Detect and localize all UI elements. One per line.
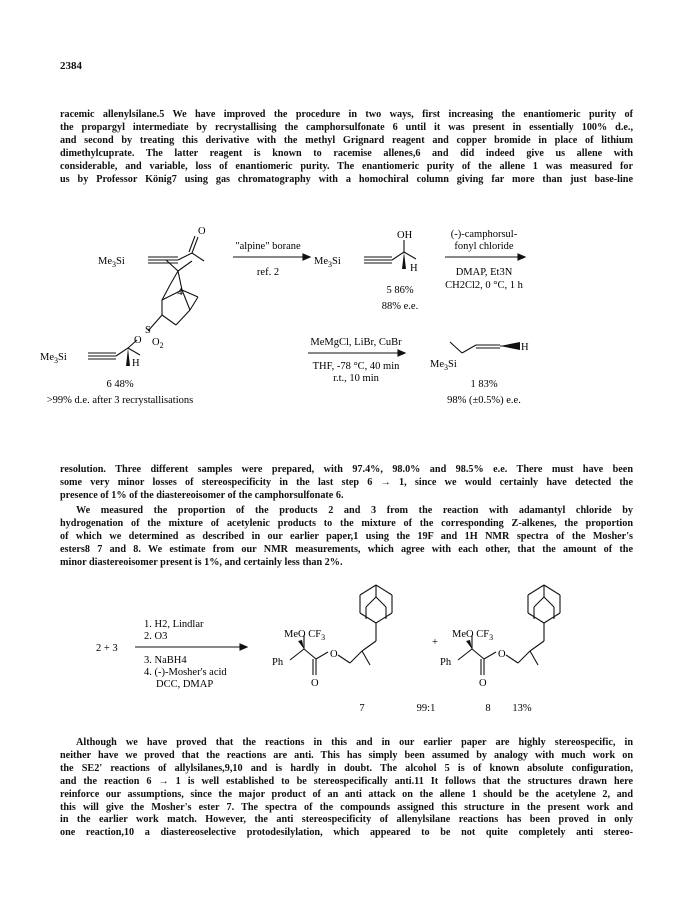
text-line: us by Professor König7 using gas chromatography with a homochiral column giving far more than just base-line — [60, 173, 633, 185]
reagent-label: MeMgCl, LiBr, CuBr — [310, 337, 402, 348]
compound-label: 1 83% — [470, 379, 498, 390]
text-line: minor diastereoisomer present is 1%, and certainly less than 2%. — [60, 556, 343, 568]
text-line: some very minor losses of stereospecificity in the last step 6 → 1, since we would certainly have detected the — [60, 476, 633, 488]
step-label: 3. NaBH4 — [144, 655, 187, 666]
reagent-label: $Me_3Si$ — [40, 352, 67, 365]
atom-label: H — [410, 263, 418, 274]
reagent-label: CH2Cl2, 0 °C, 1 h — [445, 280, 523, 291]
plus-sign: + — [432, 637, 438, 648]
reagent-label: (-)-camphorsul- — [450, 229, 518, 240]
text-line: dimethylcuprate. The latter reagent is known to racemise allenes,6 and did indeed give us allene with — [60, 147, 633, 159]
text-line: racemic allenylsilane.5 We have improved the procedure in two ways, first increasing the enantiomeric purity of — [60, 109, 633, 120]
atom-label: S — [145, 325, 151, 336]
compound-label: 7 — [359, 703, 365, 714]
paragraph-1 — [60, 109, 633, 186]
group-label: MeO $CF_3$ — [452, 629, 494, 642]
compound-note: >99% d.e. after 3 recrystallisations — [46, 395, 194, 406]
text-line: hydrogenation of the mixture of acetylenic products to the mixture of the corresponding Z-alkenes, the proportion — [60, 517, 633, 529]
compound-note: 98% (±0.5%) e.e. — [447, 395, 521, 406]
reagent-label: "alpine" borane — [235, 241, 301, 252]
text-line: Although we have proved that the reactions in this and in our earlier paper are highly stereospecific, in — [76, 737, 633, 748]
reaction-scheme-1 — [0, 185, 673, 445]
reagent-label: $Me_3Si$ — [314, 256, 341, 269]
compound-label: 8 — [485, 703, 491, 714]
text-line: the SE2' reactions of allylsilanes,9,10 and is hardly in doubt. The alcohol 5 is of known absolute configuration, — [60, 762, 633, 774]
text-line: esters8 7 and 8. We estimate from our NMR measurements, which agree with each other, that the amount of the — [60, 543, 633, 555]
reaction-scheme-2 — [0, 575, 673, 725]
group-label: Ph — [272, 657, 284, 668]
reagent-label: r.t., 10 min — [333, 373, 379, 384]
atom-label: O — [134, 335, 142, 346]
text-line: the propargyl intermediate by recrystallising the camphorsulfonate 6 until it was present in essentially 100% d.e., — [60, 121, 633, 133]
atom-label: H — [521, 342, 529, 353]
step-label: 1. H2, Lindlar — [144, 619, 204, 630]
text-line: one reaction,10 a diastereoselective protodesilylation, which appeared to be not quite completely anti stereo- — [60, 827, 633, 839]
atom-label: O — [311, 678, 319, 689]
paragraph-4 — [60, 737, 633, 840]
text-line: reinforce our assumptions, since the major product of an anti attack on the allene 1 should be the acetylene 2, and — [60, 788, 633, 800]
step-label: DCC, DMAP — [156, 679, 214, 690]
step-label: 4. (-)-Mosher's acid — [144, 667, 227, 678]
text-line: of which we determined as described in our earlier paper,1 using the 19F and 1H NMR spectra of the Mosher's — [60, 530, 633, 542]
text-line: considerable, and variable, loss of enantiomeric purity. The enantiomeric purity of the allene 1 was measured for — [60, 160, 633, 172]
atom-label: O — [198, 226, 206, 237]
text-line: and second by treating this derivative with the methyl Grignard reagent and copper bromide in place of lithium — [60, 134, 633, 146]
group-label: MeO $CF_3$ — [284, 629, 326, 642]
atom-label: OH — [397, 230, 413, 241]
paragraph-2 — [60, 464, 633, 503]
text-line: resolution. Three different samples were prepared, with 97.4%, 98.0% and 98.5% e.e. There must have been — [60, 464, 633, 475]
text-line: We measured the proportion of the products 2 and 3 from the reaction with adamantyl chloride by — [76, 505, 633, 516]
paragraph-3 — [60, 505, 633, 570]
text-line: neither have we proved that the reactions are anti. This has simply been assumed by analogy with much work on — [60, 749, 633, 761]
reagent-label: fonyl chloride — [454, 241, 514, 252]
text-line: in the earlier work match. However, the anti stereospecificity of allenylsilane reactions has been proved in only — [60, 814, 633, 826]
compound-label: 4 — [177, 287, 183, 298]
atom-label: O — [330, 649, 338, 660]
compound-label: 6 48% — [106, 379, 134, 390]
compound-note: 88% e.e. — [381, 301, 419, 312]
atom-label: O — [498, 649, 506, 660]
atom-label: $O_2$ — [152, 337, 164, 350]
text-line: presence of 1% of the diastereoisomer of the camphorsulfonate 6. — [60, 489, 344, 501]
atom-label: O — [479, 678, 487, 689]
text-line: this will give the Mosher's ester 7. The spectra of the compounds assigned this structure in the present work and — [60, 801, 633, 813]
step-label: 2. O3 — [144, 631, 168, 642]
ratio-label: 99:1 — [416, 703, 436, 714]
reactant-label: 2 + 3 — [96, 643, 118, 654]
yield-label: 13% — [512, 703, 532, 714]
text-line: and the reaction 6 → 1 is well established to be stereospecifically anti.11 It follows that the structures drawn here — [60, 775, 633, 787]
reagent-label: ref. 2 — [256, 267, 280, 278]
group-label: Ph — [440, 657, 452, 668]
atom-label: H — [132, 358, 140, 369]
page-number: 2384 — [60, 60, 82, 72]
reagent-label: $Me_3Si$ — [430, 359, 457, 372]
compound-label: 5 86% — [386, 285, 414, 296]
reagent-label: THF, -78 °C, 40 min — [312, 361, 400, 372]
reagent-label: DMAP, Et3N — [455, 267, 513, 278]
reagent-label: $Me_3Si$ — [98, 256, 125, 269]
